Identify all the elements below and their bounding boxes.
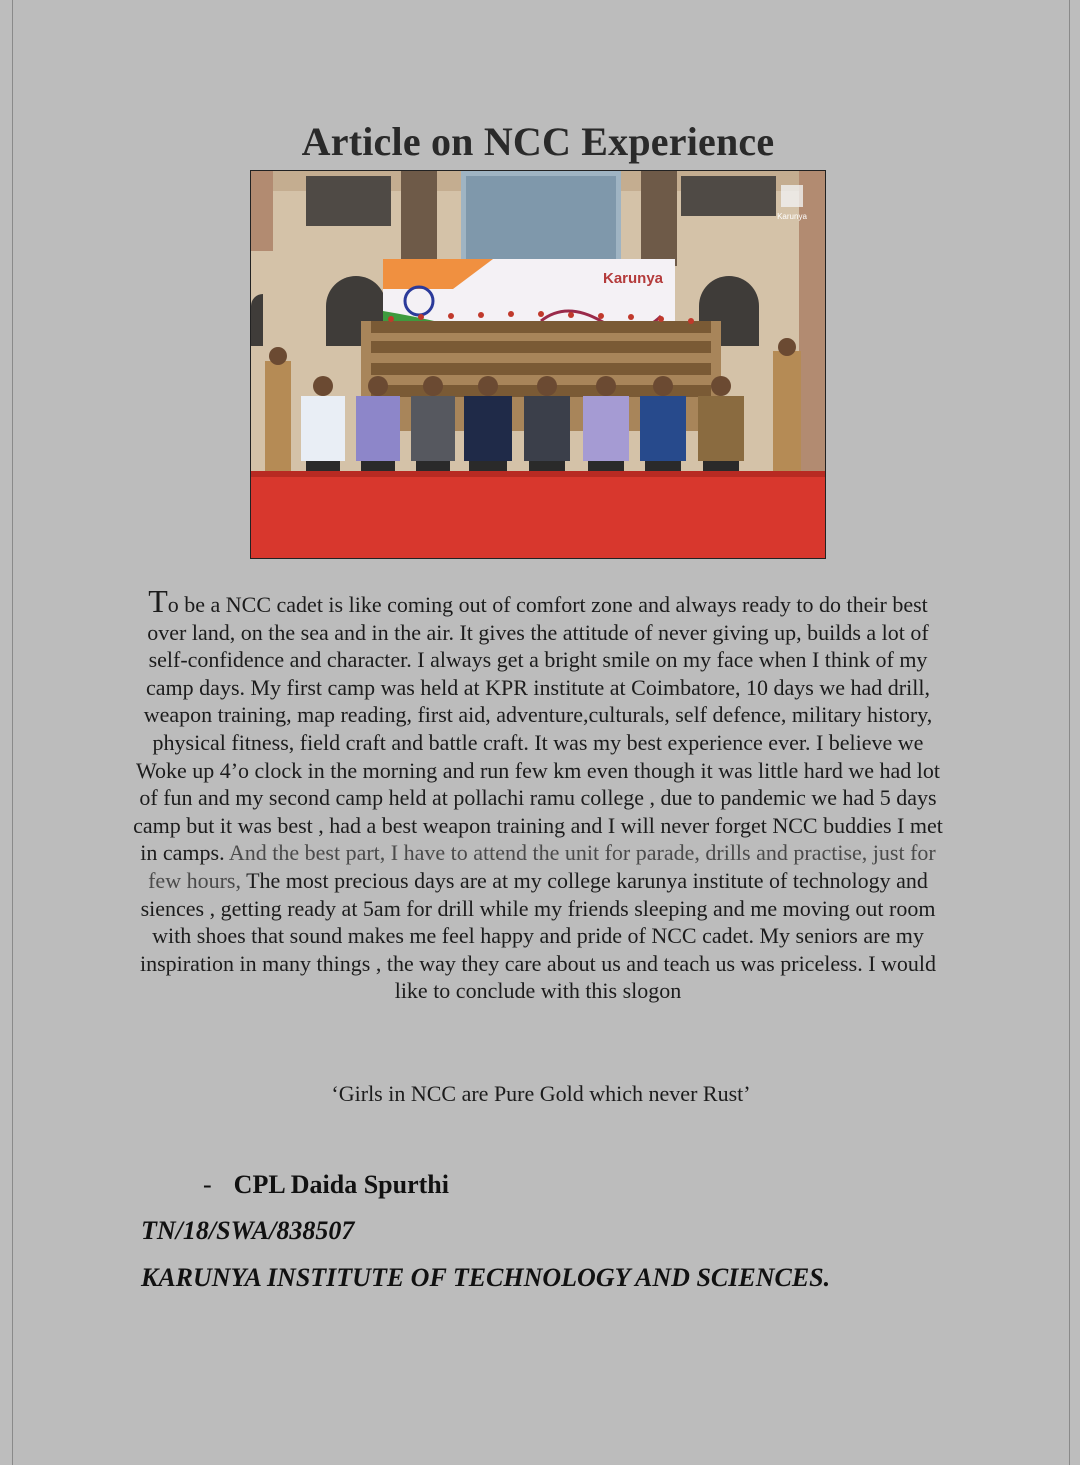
slogan: ‘Girls in NCC are Pure Gold which never Rust’ xyxy=(331,1081,751,1106)
author-institution: KARUNYA INSTITUTE OF TECHNOLOGY AND SCIENCES. xyxy=(141,1263,831,1292)
banner-brand-text: Karunya xyxy=(603,270,664,287)
article-paragraph-part-3: The most precious days are at my college karunya institute of technology and siences , getting ready at 5am for drill while my friends sleeping and me moving out room with shoes that sound makes me feel happy and pride of NCC cadet. My seniors are my inspiration in many things , the way they care about us and teach us was priceless. I would like to conclude with this slogon xyxy=(139,867,937,1004)
group-photo xyxy=(250,170,826,559)
article-paragraph-part-2: And the best part, I have to attend the unit for parade, drills and practise, just for few hours, xyxy=(148,840,936,893)
watermark-text: Karunya xyxy=(777,212,807,221)
author-name: CPL Daida Spurthi xyxy=(233,1170,449,1199)
karunya-watermark xyxy=(777,185,807,221)
document-page xyxy=(12,0,1070,1465)
drop-cap: T xyxy=(148,583,168,619)
article-body xyxy=(133,583,943,1005)
group-photo-illustration xyxy=(251,171,825,558)
author-dash: - xyxy=(203,1170,212,1199)
article-paragraph-part-1: o be a NCC cadet is like coming out of comfort zone and always ready to do their best over land, on the sea and in the air. It gives the attitude of never giving up, builds a lot of self-confidence and character. I always get a bright smile on my face when I think of my camp days. My first camp was held at KPR institute at Coimbatore, 10 days we had drill, weapon training, map reading, first aid, adventure,culturals, self defence, military history, physical fitness, field craft and battle craft. It was my best experience ever. I believe we Woke up 4’o clock in the morning and run few km even though it was little hard we had lot of fun and my second camp held at pollachi ramu college , due to pandemic we had 5 days camp but it was best , had a best weapon training and I will never forget NCC buddies I met in camps. xyxy=(133,592,943,866)
author-name-line xyxy=(203,1170,449,1200)
author-id: TN/18/SWA/838507 xyxy=(141,1216,355,1245)
article-title: Article on NCC Experience xyxy=(301,119,775,164)
